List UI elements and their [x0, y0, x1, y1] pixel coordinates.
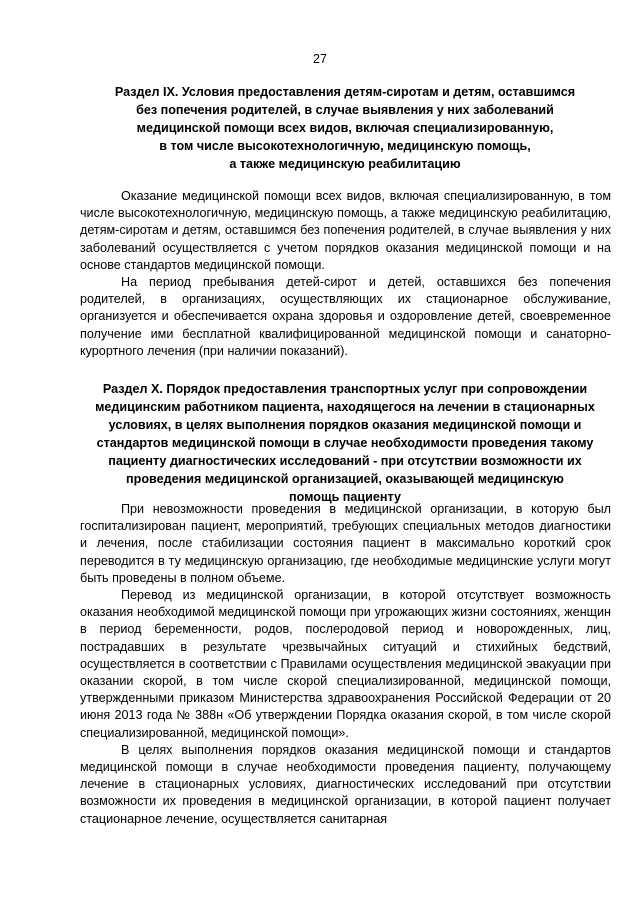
- section-x-paragraph-2: Перевод из медицинской организации, в которой отсутствует возможность оказания необходимой медицинской помощи при угрожающих жизни состояниях, женщин в период беременности, родов, послеродовой период и новорожденных, лиц, пострадавших в результате чрезвычайных ситуаций и стихийных бедствий, осуществляется в соответствии с Правилами осуществления медицинской эвакуации при оказании скорой, в том числе скорой специализированной, медицинской помощи, утвержденными приказом Министерства здравоохранения Российской Федерации от 20 июня 2013 года № 388н «Об утверждении Порядка оказания скорой, в том числе скорой специализированной, медицинской помощи».: [80, 588, 611, 740]
- section-ix-paragraph-2: На период пребывания детей-сирот и детей, оставшихся без попечения родителей, в организациях, осуществляющих их стационарное обслуживание, организуется и обеспечивается охрана здоровья и оздоровление детей, своевременное получение ими бесплатной квалифицированной медицинской помощи и санаторно-курортного лечения (при наличии показаний).: [80, 275, 611, 358]
- section-x-title-line: Раздел X. Порядок предоставления транспортных услуг при сопровождении: [102, 382, 588, 396]
- section-ix-body: [80, 188, 611, 360]
- section-ix-title-line: без попечения родителей, в случае выявления у них заболеваний: [136, 103, 554, 117]
- section-x-title-line: медицинским работником пациента, находящегося на лечении в стационарных: [95, 400, 595, 414]
- section-x-title-line: помощь пациенту: [288, 490, 402, 504]
- section-x-paragraph-1: При невозможности проведения в медицинской организации, в которую был госпитализирован пациент, мероприятий, требующих специальных методов диагностики и лечения, после стабилизации состояния пациент в максимально короткий срок переводится в ту медицинскую организацию, где необходимые медицинские услуги могут быть проведены в полном объеме.: [80, 502, 611, 585]
- section-x-paragraph-3: В целях выполнения порядков оказания медицинской помощи и стандартов медицинской помощи в случае необходимости проведения пациенту, получающему лечение в стационарных условиях, диагностических исследований при отсутствии возможности их проведения в медицинской организации, в которой пациент получает стационарное лечение, осуществляется санитарная: [80, 742, 611, 826]
- section-x-title-line: условиях, в целях выполнения порядков оказания медицинской помощи и: [108, 418, 582, 432]
- section-x-title: [80, 380, 610, 506]
- section-x-title-line: проведения медицинской организацией, оказывающей медицинскую: [126, 472, 564, 486]
- page-number: 27: [313, 52, 327, 66]
- section-x-title-line: стандартов медицинской помощи в случае необходимости проведения такому: [96, 436, 594, 450]
- section-ix-title-line: Раздел IX. Условия предоставления детям-сиротам и детям, оставшимся: [114, 85, 576, 99]
- section-ix-title-line: медицинской помощи всех видов, включая специализированную,: [136, 121, 554, 135]
- section-ix-paragraph-1: Оказание медицинской помощи всех видов, включая специализированную, в том числе высокотехнологичную, медицинскую помощь, а также медицинскую реабилитацию, детям-сиротам и детям, оставшимся без попечения родителей, в случае выявления у них заболеваний осуществляется с учетом порядков оказания медицинской помощи и на основе стандартов медицинской помощи.: [80, 189, 611, 272]
- section-x-title-line: пациенту диагностических исследований - при отсутствии возможности их: [108, 454, 582, 468]
- section-x-body: [80, 501, 611, 828]
- section-ix-title-line: а также медицинскую реабилитацию: [229, 157, 461, 171]
- section-ix-title: [80, 83, 610, 173]
- section-ix-title-line: в том числе высокотехнологичную, медицинскую помощь,: [159, 139, 531, 153]
